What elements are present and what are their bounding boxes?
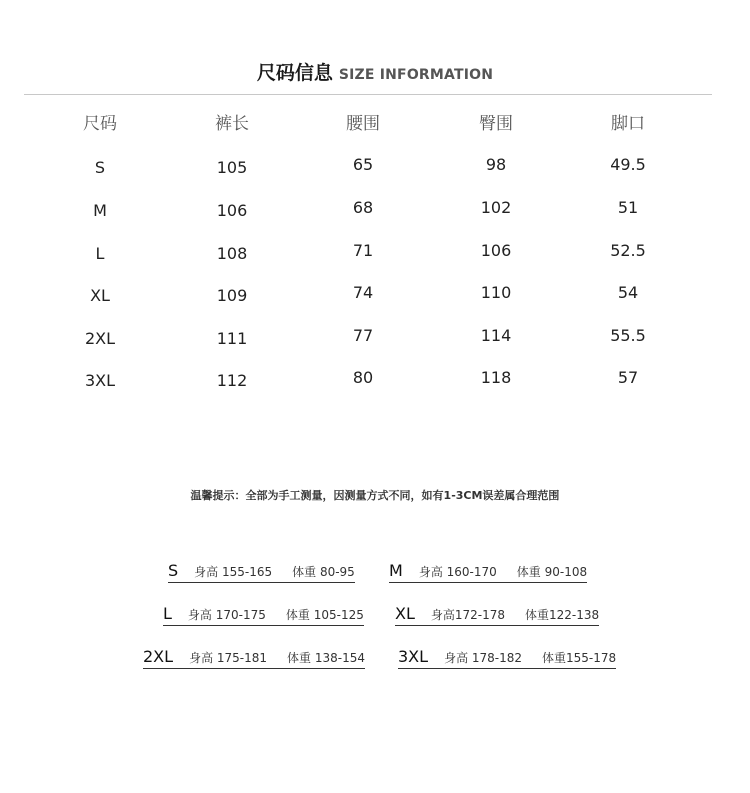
cell-size: S xyxy=(94,158,106,177)
cell-leg-opening: 51 xyxy=(617,198,639,217)
cell-length: 112 xyxy=(216,371,248,390)
size-reference-item xyxy=(389,561,587,583)
cell-hip: 106 xyxy=(480,241,512,260)
table-row xyxy=(0,196,750,226)
size-info-header xyxy=(0,58,750,85)
ref-weight: 体重122-138 xyxy=(525,608,600,622)
size-reference-line xyxy=(0,604,750,628)
table-row xyxy=(0,153,750,183)
cell-hip: 114 xyxy=(480,326,512,345)
table-row xyxy=(0,239,750,269)
cell-leg-opening: 54 xyxy=(617,283,639,302)
cell-waist: 71 xyxy=(352,241,374,260)
cell-length: 106 xyxy=(216,201,248,220)
header-divider xyxy=(24,94,712,95)
ref-weight: 体重 138-154 xyxy=(287,651,365,665)
ref-height: 身高 170-175 xyxy=(187,608,266,622)
column-header-length: 裤长 xyxy=(215,114,249,134)
ref-size-label: 3XL xyxy=(398,647,429,666)
size-reference-line xyxy=(0,561,750,585)
cell-waist: 80 xyxy=(352,368,374,387)
ref-height: 身高 155-165 xyxy=(194,565,273,579)
cell-length: 109 xyxy=(216,286,248,305)
table-row xyxy=(0,281,750,311)
ref-weight: 体重 105-125 xyxy=(285,608,364,622)
cell-length: 108 xyxy=(216,244,248,263)
cell-hip: 110 xyxy=(480,283,512,302)
cell-length: 105 xyxy=(216,158,248,177)
ref-height: 身高 160-170 xyxy=(418,565,497,579)
column-header-waist: 腰围 xyxy=(346,114,380,134)
ref-size-label: XL xyxy=(395,604,415,623)
column-header-size: 尺码 xyxy=(83,114,117,134)
cell-length: 111 xyxy=(216,329,248,348)
cell-size: XL xyxy=(90,286,110,305)
cell-hip: 102 xyxy=(480,198,512,217)
title-en: SIZE INFORMATION xyxy=(338,67,494,83)
table-row xyxy=(0,366,750,396)
ref-height: 身高172-178 xyxy=(430,608,506,622)
size-reference-item xyxy=(398,647,616,669)
size-reference-line xyxy=(0,647,750,671)
ref-size-label: S xyxy=(168,561,179,580)
table-header-row xyxy=(0,109,750,139)
ref-height: 身高 178-182 xyxy=(444,651,523,665)
size-reference-item xyxy=(168,561,355,583)
column-header-leg-opening: 脚口 xyxy=(611,114,645,134)
cell-hip: 118 xyxy=(480,368,512,387)
size-reference-item xyxy=(163,604,364,626)
cell-leg-opening: 57 xyxy=(617,368,639,387)
ref-weight: 体重 90-108 xyxy=(516,565,588,579)
cell-size: L xyxy=(95,244,105,263)
ref-weight: 体重155-178 xyxy=(542,651,617,665)
cell-leg-opening: 52.5 xyxy=(610,241,646,260)
size-reference-item xyxy=(395,604,599,626)
ref-size-label: M xyxy=(389,561,403,580)
measurement-note: 温馨提示：全部为手工测量，因测量方式不同，如有1-3CM误差属合理范围 xyxy=(190,489,560,502)
cell-size: 2XL xyxy=(84,329,116,348)
cell-size: 3XL xyxy=(84,371,116,390)
cell-hip: 98 xyxy=(485,155,507,174)
column-header-hip: 臀围 xyxy=(479,114,513,134)
title-cn: 尺码信息 xyxy=(256,62,333,84)
cell-waist: 68 xyxy=(352,198,374,217)
size-reference-item xyxy=(143,647,365,669)
ref-size-label: L xyxy=(163,604,172,623)
cell-leg-opening: 55.5 xyxy=(610,326,646,345)
cell-size: M xyxy=(93,201,107,220)
table-row xyxy=(0,324,750,354)
cell-leg-opening: 49.5 xyxy=(610,155,646,174)
cell-waist: 77 xyxy=(352,326,374,345)
cell-waist: 74 xyxy=(352,283,374,302)
ref-weight: 体重 80-95 xyxy=(292,565,355,579)
ref-height: 身高 175-181 xyxy=(189,651,268,665)
ref-size-label: 2XL xyxy=(143,647,174,666)
cell-waist: 65 xyxy=(352,155,374,174)
